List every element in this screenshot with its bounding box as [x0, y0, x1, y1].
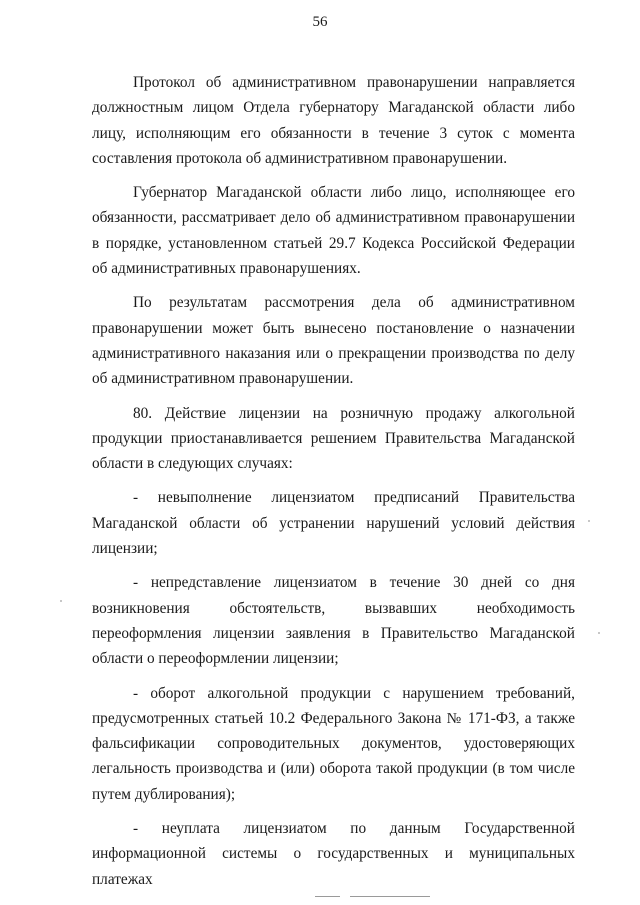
paragraph-review-results: По результатам рассмотрения дела об административном правонарушении может быть вынесено постановление о назначении административного наказания или о прекращении производства по делу об административном правонарушении.	[92, 294, 575, 388]
list-item-violation-turnover: - оборот алкогольной продукции с нарушением требований, предусмотренных статьей 10.2 Федерального Закона № 171-ФЗ, а также фальсификации сопроводительных документов, удостоверяющих легальность производства и (или) оборота такой продукции (в том числе путем дублирования);	[92, 684, 575, 803]
list-item-non-compliance: - невыполнение лицензиатом предписаний Правительства Магаданской области об устранении нарушений условий действия лицензии;	[92, 489, 575, 558]
paragraph-protocol-sent: Протокол об административном правонарушении направляется должностным лицом Отдела губернатору Магаданской области либо лицу, исполняющим его обязанности в течение 3 суток с момента составления протокола об административном правонарушении.	[92, 74, 575, 167]
scan-speck	[588, 520, 590, 522]
list-item-non-submission: - непредставление лицензиатом в течение 30 дней со дня возникновения обстоятельств, вызвавших необходимость переоформления лицензии заявления в Правительство Магаданской области о переоформлении лицензии;	[92, 574, 575, 668]
document-body	[92, 70, 575, 901]
paragraph-item-80: 80. Действие лицензии на розничную продажу алкогольной продукции приостанавливается решением Правительства Магаданской области в следующих случаях:	[92, 404, 575, 473]
scan-speck	[598, 632, 600, 634]
footer-rule-right	[350, 896, 430, 897]
footer-rule-left	[315, 896, 340, 897]
paragraph-governor-review: Губернатор Магаданской области либо лицо, исполняющее его обязанности, рассматривает дело об административном правонарушении в порядке, установленном статьей 29.7 Кодекса Российской Федерации об административных правонарушениях.	[92, 184, 575, 278]
scan-speck	[60, 600, 62, 602]
list-item-non-payment: - неуплата лицензиатом по данным Государственной информационной системы о государственных и муниципальных платежах	[92, 820, 575, 888]
page-number: 56	[312, 14, 328, 30]
